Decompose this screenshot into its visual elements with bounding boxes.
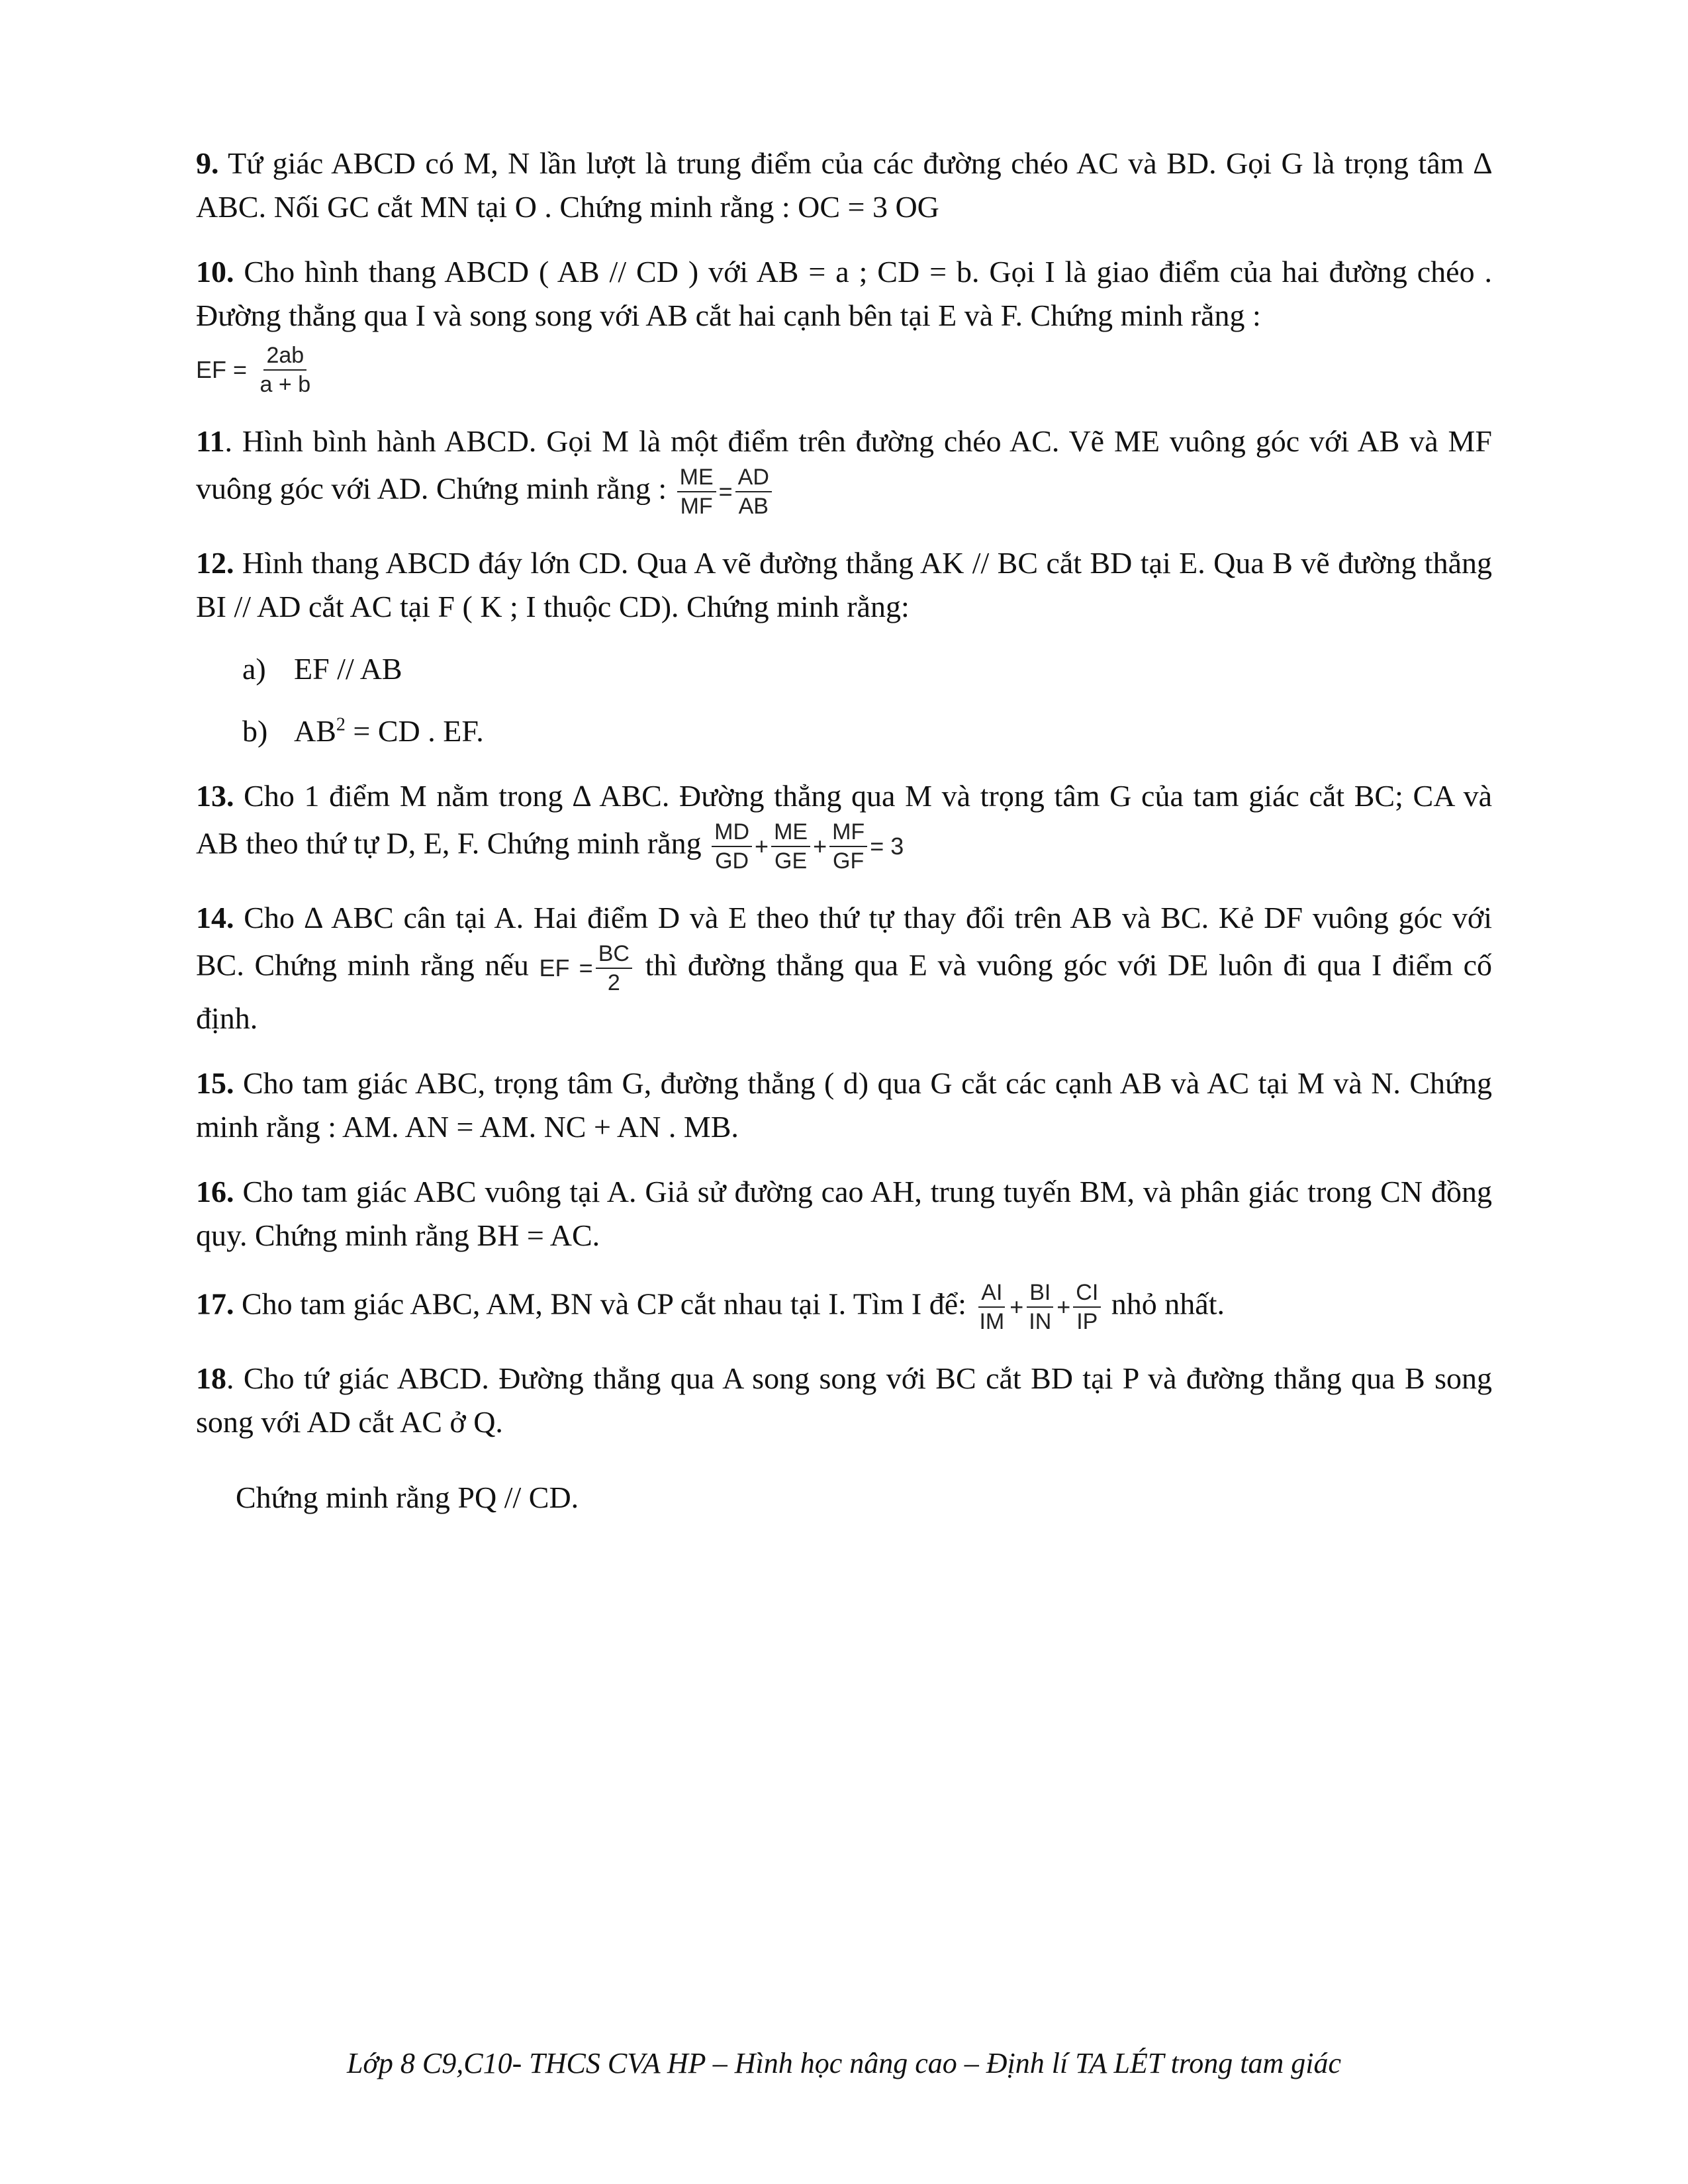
plus-sign: + <box>813 833 827 860</box>
formula-rhs: = 3 <box>870 833 904 860</box>
problem-15 <box>196 1062 1492 1149</box>
problem-number: 14. <box>196 901 234 934</box>
problem-text: Cho 1 điểm M nằm trong ∆ ABC. Đường thẳng qua M và trọng tâm G của tam giác cắt BC; CA và AB theo thứ tự D, E, F. Chứng minh rằng <box>196 779 1493 860</box>
page-footer: Lớp 8 C9,C10- THCS CVA HP – Hình học nâng cao – Định lí TA LÉT trong tam giác <box>346 2047 1342 2079</box>
problem-12 <box>196 541 1492 753</box>
formula-ef <box>196 341 1492 398</box>
problem-number: 17. <box>196 1287 234 1321</box>
plus-sign: + <box>1056 1293 1071 1320</box>
page-content <box>196 142 1492 1541</box>
plus-sign: + <box>1009 1293 1024 1320</box>
sub-item-a: a) EF // AB <box>242 652 402 686</box>
problem-18 <box>196 1357 1492 1520</box>
problem-number: 13. <box>196 779 234 813</box>
fraction: $\frac{CI}{IP}$ <box>1073 1279 1101 1336</box>
fraction: $\frac{BI}{IN}$ <box>1026 1279 1054 1336</box>
problem-text: Cho ∆ ABC cân tại A. Hai điểm D và E theo thứ tự thay đổi trên AB và BC. Kẻ DF vuông góc với BC. Chứng minh rằng nếu <box>196 901 1492 982</box>
problem-text: Cho tam giác ABC vuông tại A. Giả sử đường cao AH, trung tuyến BM, và phân giác trong CN đồng quy. Chứng minh rằng BH = AC. <box>196 1175 1493 1252</box>
formula-lhs: EF = <box>196 356 248 383</box>
problem-16 <box>196 1170 1492 1257</box>
problem-text: Hình thang ABCD đáy lớn CD. Qua A vẽ đường thẳng AK // BC cắt BD tại E. Qua B vẽ đường thẳng BI // AD cắt AC tại F ( K ; I thuộc CD). Chứng minh rằng: <box>196 546 1492 623</box>
problem-text: Cho tam giác ABC, trọng tâm G, đường thẳng ( d) qua G cắt các cạnh AB và AC tại M và N. Chứng minh rằng : AM. AN = AM. NC + AN . MB. <box>196 1066 1492 1144</box>
fraction: $\frac{ME}{MF}$ <box>677 463 716 520</box>
problem-number: 11 <box>196 424 225 458</box>
problem-text-continued: thì đường thẳng qua E và vuông góc với DE luôn đi qua I điểm cố định. <box>196 948 1493 1035</box>
problem-13 <box>196 774 1492 875</box>
sub-item-b: b) $AB^2$ = CD . EF. <box>242 714 484 748</box>
fraction: $\frac{AI}{IM}$ <box>979 1280 1005 1334</box>
problem-number: 16. <box>196 1175 234 1208</box>
fraction: $\frac{MD}{GD}$ <box>712 818 752 875</box>
fraction: $\frac{BC}{2}$ <box>596 940 632 997</box>
fraction: $\frac{AD}{AB}$ <box>735 463 772 520</box>
problem-9 <box>196 142 1492 229</box>
problem-text: Cho hình thang ABCD ( AB // CD ) với AB = a ; CD = b. Gọi I là giao điểm của hai đường chéo . Đường thẳng qua I và song song với AB cắt hai cạnh bên tại E và F. Chứng minh rằng : <box>196 255 1492 332</box>
problem-text: . Hình bình hành ABCD. Gọi M là một điểm trên đường chéo AC. Vẽ ME vuông góc với AB và MF vuông góc với AD. Chứng minh rằng : <box>196 424 1492 506</box>
fraction: $\frac{2ab}{a + b}$ <box>259 343 311 397</box>
problem-11 <box>196 420 1492 520</box>
problem-text: Tứ giác ABCD có M, N lần lượt là trung điểm của các đường chéo AC và BD. Gọi G là trọng tâm ∆ ABC. Nối GC cắt MN tại O . Chứng minh rằng : OC = 3 OG <box>196 146 1493 224</box>
formula-lhs: EF = <box>539 954 593 981</box>
equals-sign: = <box>718 478 733 505</box>
problem-number: 10. <box>196 255 234 289</box>
problem-10 <box>196 250 1492 398</box>
problem-number: 12. <box>196 546 234 580</box>
problem-text: . Cho tứ giác ABCD. Đường thẳng qua A song song với BC cắt BD tại P và đường thẳng qua B song song với AD cắt AC ở Q. <box>196 1361 1492 1439</box>
problem-conclusion: Chứng minh rằng PQ // CD. <box>236 1480 579 1514</box>
problem-number: 18 <box>196 1361 226 1395</box>
problem-17 <box>196 1279 1492 1336</box>
problem-number: 15. <box>196 1066 234 1100</box>
fraction: $\frac{MF}{GF}$ <box>829 818 867 875</box>
fraction: $\frac{ME}{GE}$ <box>771 818 810 875</box>
problem-text: Cho tam giác ABC, AM, BN và CP cắt nhau tại I. Tìm I để: <box>242 1287 966 1321</box>
problem-text-continued: nhỏ nhất. <box>1111 1287 1225 1321</box>
problem-14 <box>196 896 1492 1040</box>
problem-number: 9. <box>196 146 219 180</box>
plus-sign: + <box>755 833 769 860</box>
